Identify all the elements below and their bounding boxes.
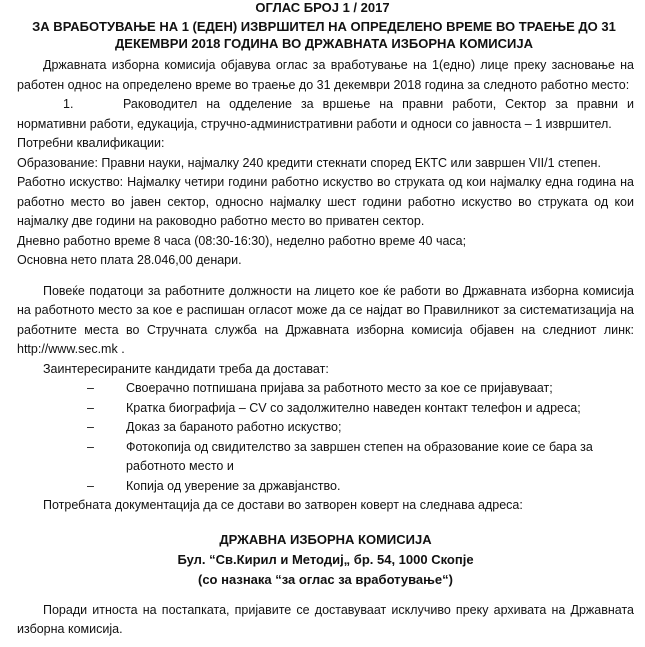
- notice-subtitle: ЗА ВРАБОТУВАЊЕ НА 1 (ЕДЕН) ИЗВРШИТЕЛ НА ОПРЕДЕЛЕНО ВРЕМЕ ВО ТРАЕЊЕ ДО 31 ДЕКЕМВРИ 2018 ГОДИНА ВО ДРЖАВНАТА ИЗБОРНА КОМИСИЈА: [32, 19, 616, 51]
- notice-body: [17, 56, 634, 640]
- position-text: Раководител на одделение за вршење на правни работи, Сектор за правни и нормативни работи, едукација, стручно-административни работи и односи со јавноста – 1 извршител.: [17, 97, 634, 131]
- notice-title: ОГЛАС БРОЈ 1 / 2017: [255, 0, 390, 15]
- position-number: 1.: [63, 97, 74, 111]
- list-item: [87, 438, 634, 477]
- address-note: (со назнака “за оглас за вработување“): [198, 571, 453, 587]
- more-info-paragraph: Повеќе податоци за работните должности на лицето кое ќе работи во Државната изборна комисија на работното место за кое е распишан огласот може да се најдат во Правилникот за систематизација на работните места во Стручната служба на Државната изборна комисија објавен на следниот линк: http://www.sec.mk .: [17, 283, 634, 356]
- dash-bullet: –: [87, 381, 94, 395]
- dash-bullet: –: [87, 400, 94, 415]
- closing-paragraph: Поради итноста на постапката, пријавите се доставуваат исклучиво преку архивата на Државната изборна комисија.: [17, 602, 634, 636]
- position-item: [17, 95, 634, 134]
- working-hours-line: Дневно работно време 8 часа (08:30-16:30), неделно работно време 40 часа;: [17, 233, 467, 248]
- delivery-instruction: Потребната документација да се достави во затворен коверт на следнава адреса:: [43, 498, 523, 512]
- qualifications-heading: Потребни квалификации:: [17, 136, 165, 150]
- list-item: [87, 477, 634, 497]
- documents-list: [17, 379, 634, 496]
- list-item-text: Копија од уверение за државјанство.: [126, 478, 341, 493]
- dash-bullet: –: [87, 420, 94, 434]
- list-item: [87, 379, 634, 399]
- experience-line: Работно искуство: Најмалку четири години работно искуство во струката од кои најмалку една година на работно место во јавен сектор, односно најмалку шест години работно искуство во струката од кои најмалку две години на раководно работно место во приватен сектор.: [17, 175, 634, 228]
- documents-heading: Заинтересираните кандидати треба да достават:: [43, 361, 329, 376]
- list-item: [87, 399, 634, 419]
- address-name: ДРЖАВНА ИЗБОРНА КОМИСИЈА: [219, 531, 432, 547]
- spacer: [17, 590, 634, 601]
- spacer: [17, 516, 634, 530]
- list-item-text: Фотокопија од свидителство за завршен степен на образование коие се бара за работното место и: [126, 439, 593, 473]
- education-line: Образование: Правни науки, најмалку 240 кредити стекнати според ЕКТС или завршен VII/1 степен.: [17, 155, 601, 170]
- spacer: [17, 271, 634, 282]
- list-item-text: Кратка биографија – CV со задолжително наведен контакт телефон и адреса;: [126, 400, 581, 415]
- salary-line: Основна нето плата 28.046,00 денари.: [17, 253, 242, 267]
- dash-bullet: –: [87, 478, 94, 493]
- address-street: Бул. “Св.Кирил и Методиј„ бр. 54, 1000 Скопје: [177, 551, 474, 567]
- dash-bullet: –: [87, 439, 94, 454]
- intro-paragraph: Државната изборна комисија објавува оглас за вработување на 1(едно) лице преку засновање на работен однос на определено време во траење до 31 декември 2018 година за следното работно место:: [17, 58, 634, 92]
- list-item: [87, 418, 634, 438]
- list-item-text: Доказ за бараното работно искуство;: [126, 420, 342, 434]
- list-item-text: Своерачно потпишана пријава за работното место за кое се пријавуваат;: [126, 381, 553, 395]
